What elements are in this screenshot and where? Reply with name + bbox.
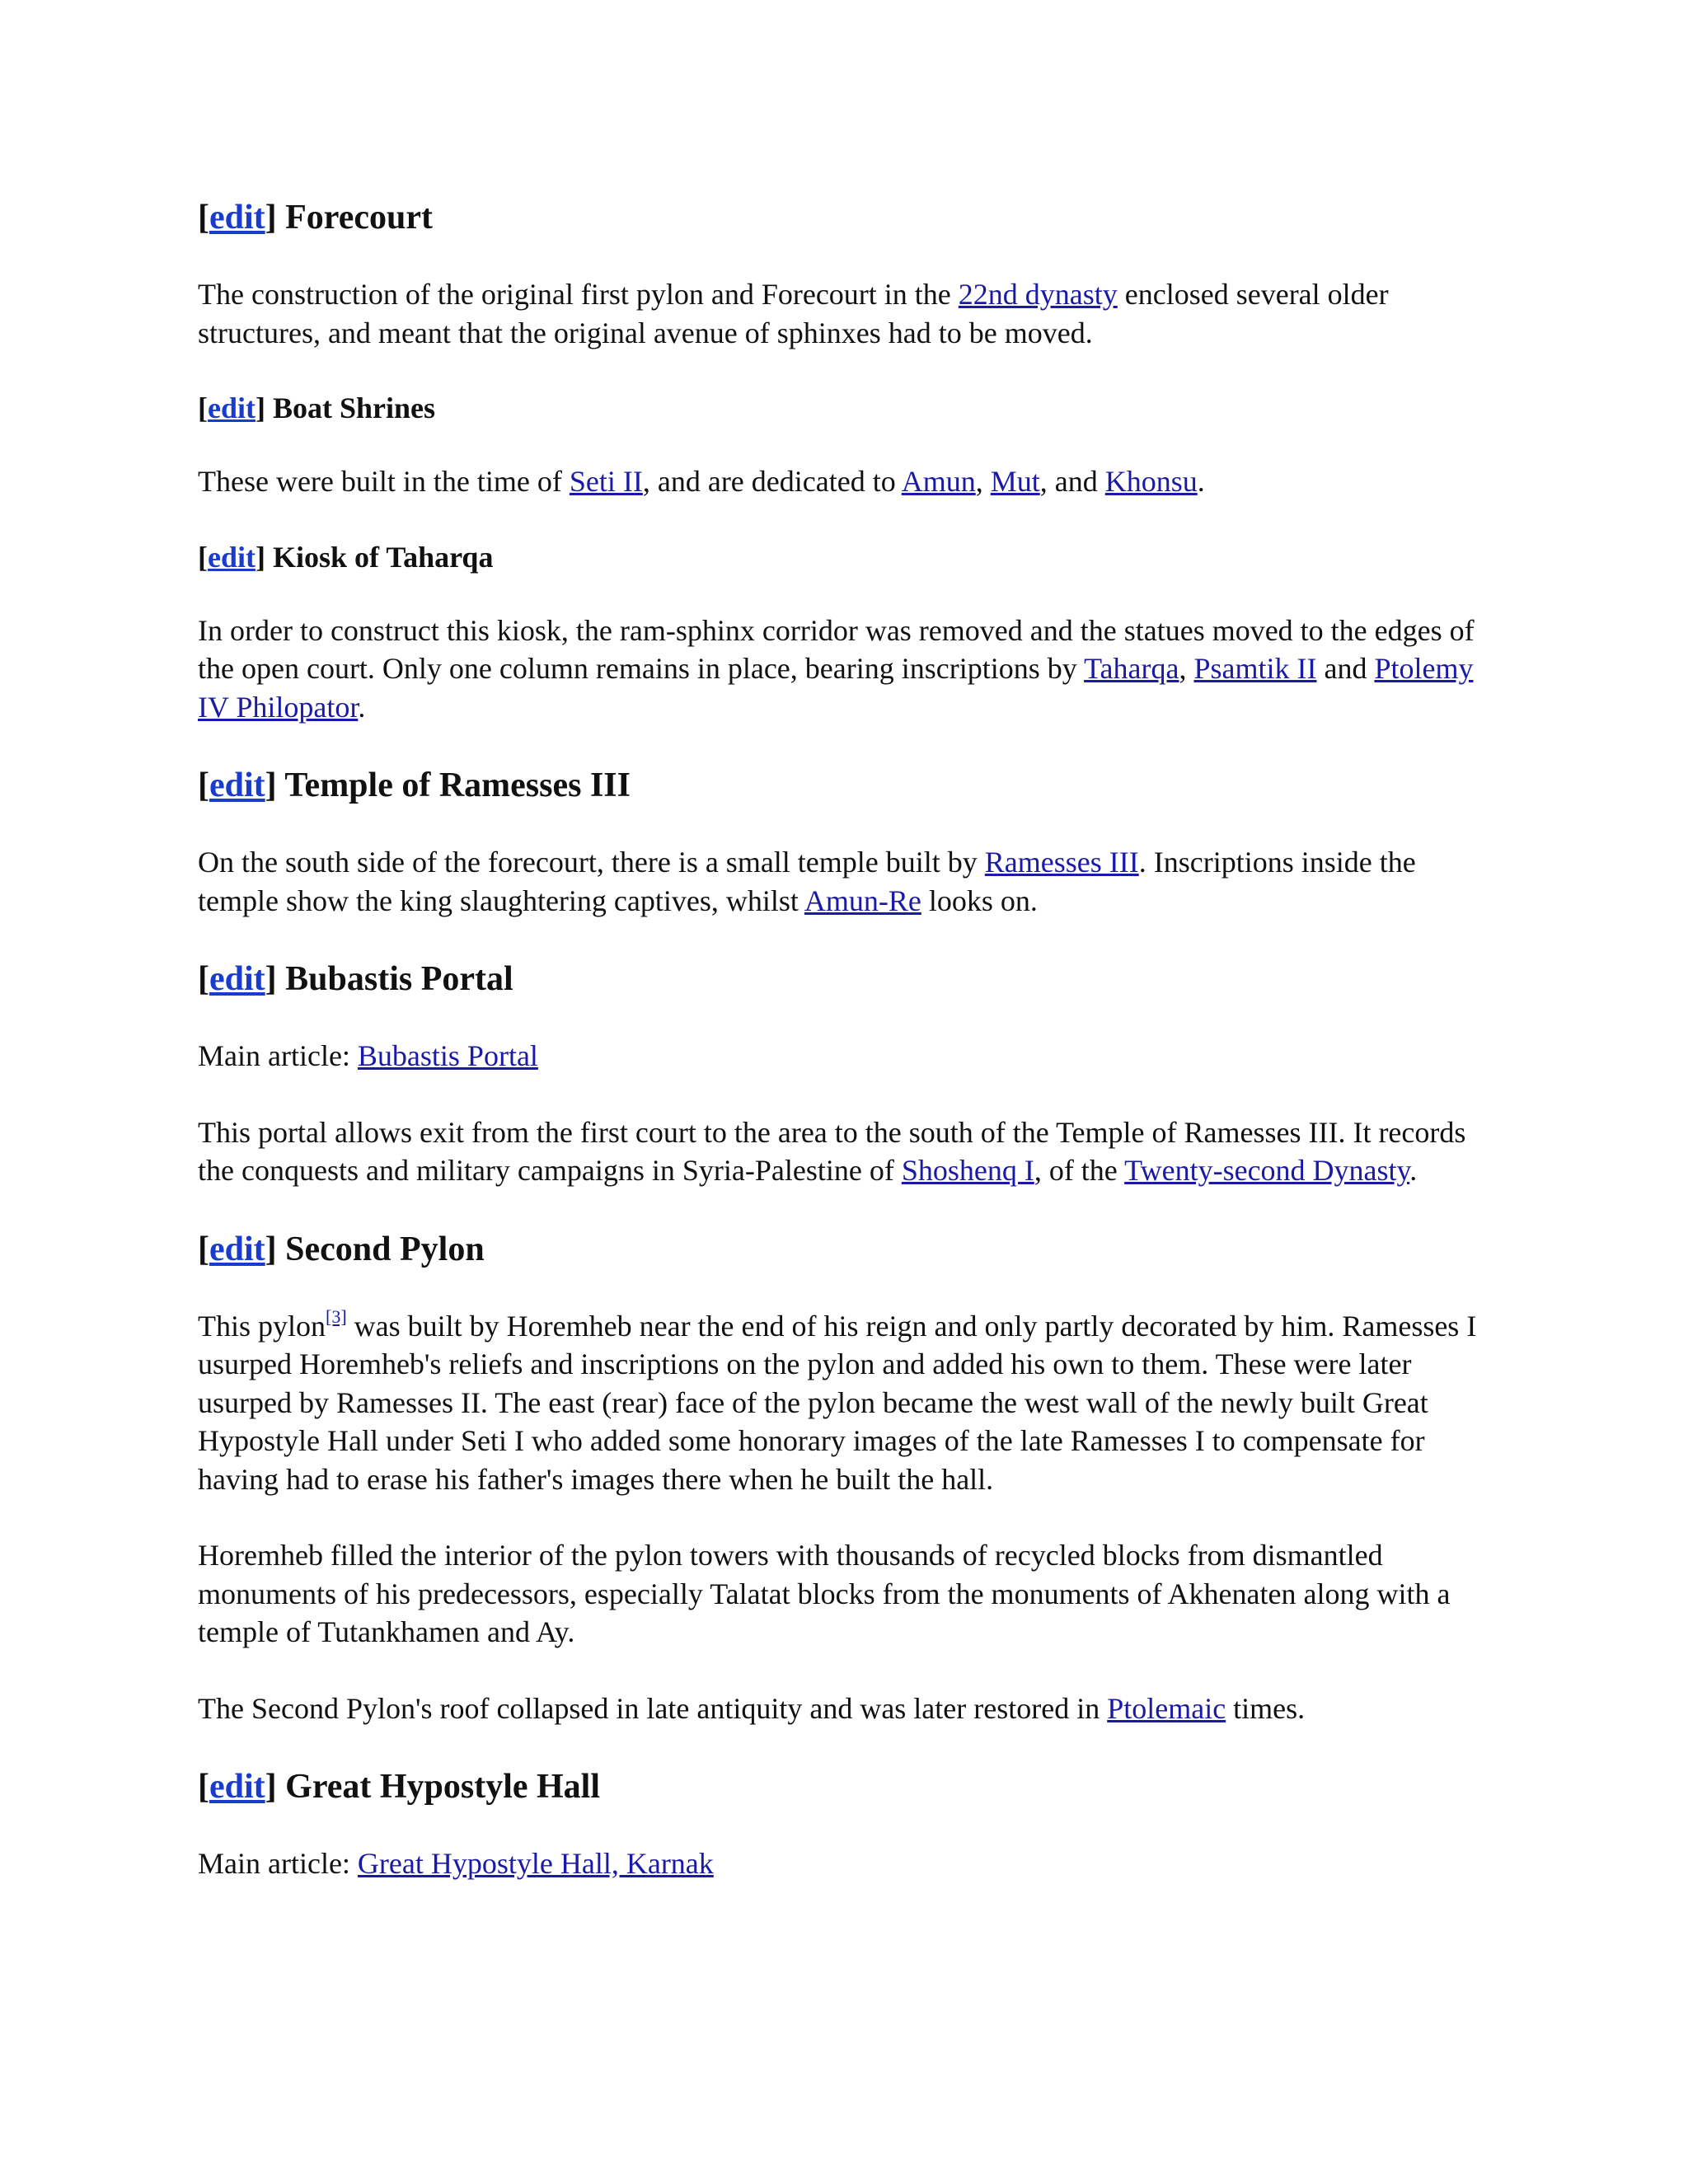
link-shoshenq-i[interactable]: Shoshenq I [901,1154,1034,1187]
text: . [1197,465,1205,498]
text: , of the [1034,1154,1125,1187]
paragraph [198,1113,1484,1190]
link-amun[interactable]: Amun [901,465,976,498]
text: looks on. [921,883,1038,917]
link-taharqa[interactable]: Taharqa [1084,652,1179,685]
link-amun-re[interactable]: Amun-Re [804,883,921,917]
link-khonsu[interactable]: Khonsu [1104,465,1198,498]
heading-second-pylon: [edit] Second Pylon [198,1230,485,1268]
heading-text: Forecourt [285,199,433,237]
paragraph [198,462,1484,501]
text: On the south side of the forecourt, there is a small temple built by [198,846,985,879]
link-psamtik-ii[interactable]: Psamtik II [1193,652,1317,685]
text: These were built in the time of [198,465,570,498]
edit-link[interactable]: edit [208,391,256,424]
paragraph [198,1690,1484,1728]
link-ramesses-iii[interactable]: Ramesses III [984,846,1139,879]
link-22nd-dynasty[interactable]: 22nd dynasty [958,278,1118,311]
reference-superscript [326,1306,347,1327]
link-mut[interactable]: Mut [990,465,1040,498]
text: The Second Pylon's roof collapsed in late antiquity and was later restored in [198,1691,1108,1725]
heading-text: Temple of Ramesses III [284,766,631,804]
text: . [1409,1154,1418,1187]
link-twenty-second-dynasty[interactable]: Twenty-second Dynasty [1124,1154,1410,1187]
heading-text: Second Pylon [285,1230,485,1268]
link-seti-ii[interactable]: Seti II [569,465,643,498]
paragraph [198,275,1484,352]
heading-forecourt: [edit] Forecourt [198,199,433,237]
heading-bubastis-portal: [edit] Bubastis Portal [198,960,513,998]
text: . [358,690,366,724]
text: . Inscriptions inside the temple show the king slaughtering captives, whilst [198,846,1416,917]
text: This portal allows exit from the first court to the area to the south of the Temple of Ramesses III. It records the conquests and military campaigns in Syria-Palestine of [198,1115,1466,1187]
main-article-note [198,1037,1484,1076]
heading-kiosk-of-taharqa: [edit] Kiosk of Taharqa [198,540,494,574]
text: was built by Horemheb near the end of his reign and only partly decorated by him. Ramesses I usurped Horemheb's reliefs and inscriptions on the pylon and added his own to them. These were later usurped by Ramesses II. The east (rear) face of the pylon became the west wall of the newly built Great Hypostyle Hall under Seti I who added some honorary images of the late Ramesses I to compensate for having had to erase his father's images there when he built the hall. [198,1309,1477,1496]
text: In order to construct this kiosk, the ram-sphinx corridor was removed and the statues moved to the edges of the open court. Only one column remains in place, bearing inscriptions by [198,613,1475,685]
main-article-label: Main article: [198,1847,358,1880]
paragraph [198,1307,1484,1499]
heading-text: Boat Shrines [273,391,436,424]
text: This pylon [198,1309,326,1343]
edit-link[interactable]: edit [209,766,265,804]
text: , [975,465,991,498]
edit-link[interactable]: edit [209,1768,265,1806]
main-article-label: Main article: [198,1039,358,1072]
text: , and are dedicated to [642,465,902,498]
article-body [198,196,1484,1883]
heading-text: Kiosk of Taharqa [273,540,494,574]
heading-temple-of-ramesses-iii: [edit] Temple of Ramesses III [198,766,631,804]
edit-link[interactable]: edit [209,1230,265,1268]
edit-link[interactable]: edit [209,199,265,237]
heading-text: Bubastis Portal [285,960,513,998]
link-main-article-great-hypostyle-hall[interactable]: Great Hypostyle Hall, Karnak [357,1847,714,1880]
text: and [1316,652,1375,685]
edit-link[interactable]: edit [208,540,256,574]
paragraph [198,612,1484,727]
edit-link[interactable]: edit [209,960,265,998]
heading-text: Great Hypostyle Hall [285,1768,601,1806]
heading-boat-shrines: [edit] Boat Shrines [198,391,436,424]
main-article-note [198,1844,1484,1883]
link-ptolemy-iv-philopator[interactable]: Ptolemy IV Philopator [198,652,1474,724]
text: enclosed several older structures, and meant that the original avenue of sphinxes had to be moved. [198,278,1389,349]
text: times. [1226,1691,1306,1725]
paragraph: Horemheb filled the interior of the pylon towers with thousands of recycled blocks from dismantled monuments of his predecessors, especially Talatat blocks from the monuments of Akhenaten along with a temple of Tutankhamen and Ay. [198,1539,1451,1648]
heading-great-hypostyle-hall: [edit] Great Hypostyle Hall [198,1768,601,1806]
paragraph [198,843,1484,920]
link-ptolemaic[interactable]: Ptolemaic [1107,1691,1226,1725]
text: , [1179,652,1194,685]
link-main-article-bubastis-portal[interactable]: Bubastis Portal [357,1039,538,1072]
text: , and [1039,465,1105,498]
text: The construction of the original first pylon and Forecourt in the [198,278,959,311]
reference-link-3[interactable]: [3] [326,1305,347,1327]
